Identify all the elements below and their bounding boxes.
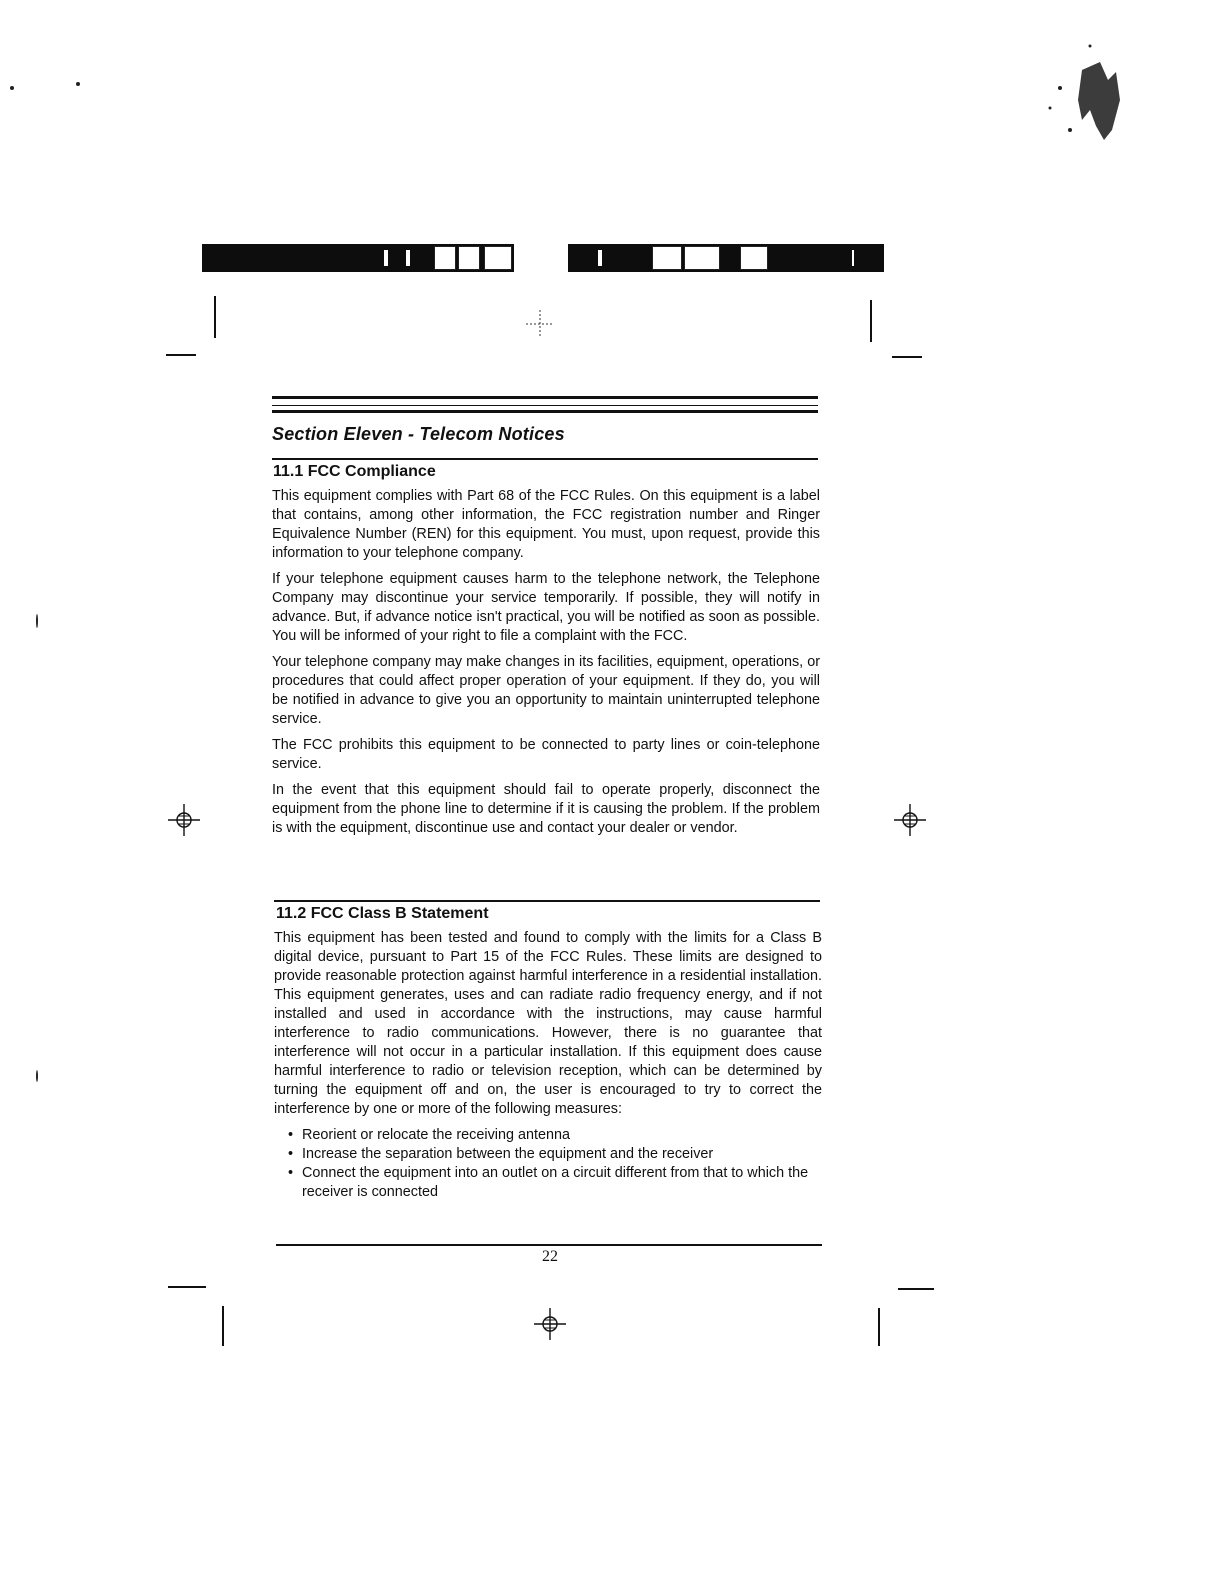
- crop-mark-icon: [898, 1288, 934, 1290]
- list-item: • Reorient or relocate the receiving antenna: [288, 1127, 570, 1143]
- crop-mark-icon: [166, 354, 196, 356]
- registration-target-icon: [530, 1304, 570, 1344]
- crop-mark-icon: [892, 356, 922, 358]
- footer-rule: [276, 1244, 822, 1246]
- subsection-heading: 11.1 FCC Compliance: [273, 463, 436, 480]
- page-number: 22: [542, 1248, 558, 1265]
- crop-mark-icon: [214, 296, 216, 338]
- scan-noise-icon: [1020, 40, 1130, 150]
- header-rule: [272, 410, 818, 413]
- printer-color-bar-icon: [202, 244, 514, 272]
- printer-color-bar-icon: [568, 244, 884, 272]
- paragraph: This equipment complies with Part 68 of the FCC Rules. On this equipment is a label that contains, among other information, the FCC registration number and Ringer Equivalence Number (REN) for this equipment. You must, upon request, provide this information to your telephone company.: [272, 488, 820, 561]
- paragraph: Your telephone company may make changes in its facilities, equipment, operations, or procedures that could affect proper operation of your equipment. If they do, you will be notified in advance to give you an opportunity to maintain uninterrupted telephone service.: [272, 654, 820, 727]
- section-divider: [272, 458, 818, 460]
- registration-target-icon: [890, 800, 930, 840]
- measures-list: [274, 1126, 822, 1202]
- crop-mark-icon: [222, 1306, 224, 1346]
- crop-mark-icon: [878, 1308, 880, 1346]
- list-item: • Connect the equipment into an outlet on a circuit different from that to which the receiver is connected: [288, 1165, 809, 1200]
- registration-target-icon: [164, 800, 204, 840]
- subsection-body: [272, 487, 820, 845]
- header-rule: [272, 396, 818, 399]
- header-rule: [272, 405, 818, 406]
- crop-mark-icon: [870, 300, 872, 342]
- paragraph: The FCC prohibits this equipment to be connected to party lines or coin-telephone service.: [272, 737, 820, 772]
- registration-target-icon: [520, 304, 560, 344]
- subsection-body: [274, 929, 822, 1202]
- crop-mark-icon: [168, 1286, 206, 1288]
- section-divider: [274, 900, 820, 902]
- paragraph: In the event that this equipment should fail to operate properly, disconnect the equipment from the phone line to determine if it is causing the problem. If the problem is with the equipment, discontinue use and contact your dealer or vendor.: [272, 782, 820, 836]
- list-item: • Increase the separation between the equipment and the receiver: [288, 1146, 714, 1162]
- subsection-heading: 11.2 FCC Class B Statement: [276, 905, 489, 922]
- section-title: Section Eleven - Telecom Notices: [272, 424, 565, 444]
- paragraph: This equipment has been tested and found to comply with the limits for a Class B digital device, pursuant to Part 15 of the FCC Rules. These limits are designed to provide reasonable protection against harmful interference in a residential installation. This equipment generates, uses and can radiate radio frequency energy, and if not installed and used in accordance with the instructions, may cause harmful interference to radio communications. However, there is no guarantee that interference will not occur in a particular installation. If this equipment does cause harmful interference to radio or television reception, which can be determined by turning the equipment off and on, the user is encouraged to try to correct the interference by one or more of the following measures:: [274, 930, 822, 1117]
- paragraph: If your telephone equipment causes harm to the telephone network, the Telephone Company may discontinue your service temporarily. If possible, they will notify in advance. But, if advance notice isn't practical, you will be notified as soon as possible. You will be informed of your right to file a complaint with the FCC.: [272, 571, 820, 644]
